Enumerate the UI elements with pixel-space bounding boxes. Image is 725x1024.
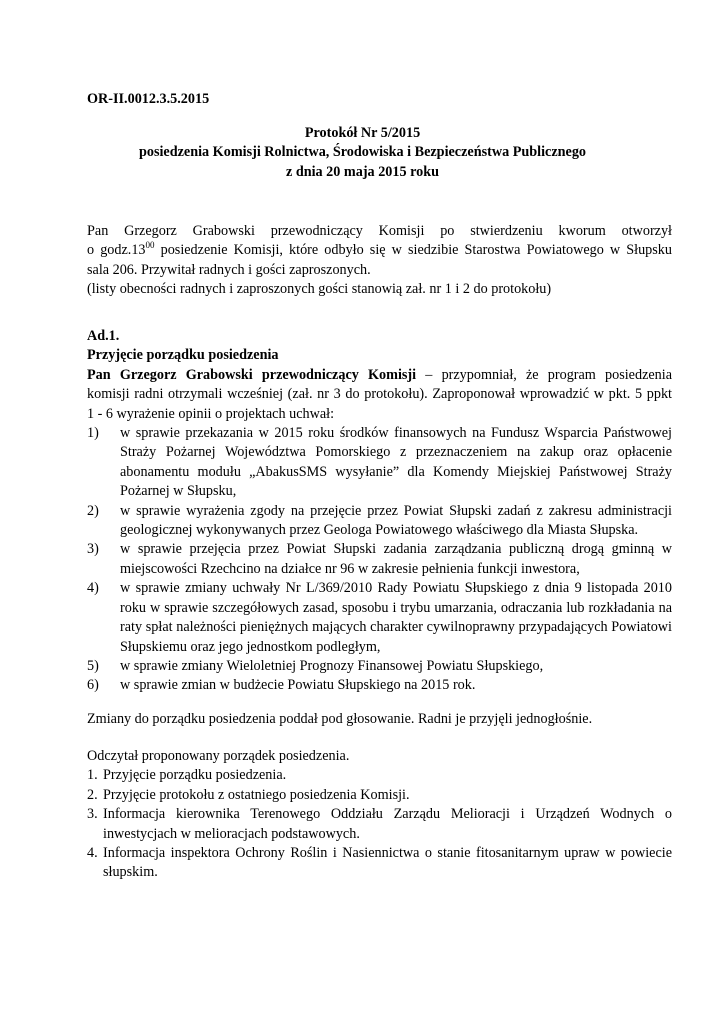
list-item: 1) w sprawie przekazania w 2015 roku środków finansowych na Fundusz Wsparcia Państwowej Straży Pożarnej Województwa Pomorskiego z przeznaczeniem na zakup oraz opłacenie abonamentu modułu „AbakusSMS wysyłanie” dla Komendy Miejskiej Państwowej Straży Pożarnej w Słupsku,	[87, 425, 672, 500]
list-item: 2) w sprawie wyrażenia zgody na przejęcie przez Powiat Słupski zadań z zakresu administracji geologicznej wykonywanych przez Geologa Powiatowego właściwego dla Miasta Słupska.	[87, 502, 672, 539]
resolution-list	[87, 424, 672, 696]
section-heading: Ad.1.	[87, 328, 120, 344]
agenda-section	[87, 747, 672, 883]
list-item: 3. Informacja kierownika Terenowego Oddziału Zarządu Melioracji i Urządzeń Wodnych o inwestycjach w melioracjach podstawowych.	[87, 806, 672, 842]
title-date: z dnia 20 maja 2015 roku	[285, 163, 440, 180]
section-ad1	[87, 327, 672, 696]
intro-line: o $godz.13^{00}$ posiedzenie Komisji, które odbyło się w siedzibie Starostwa Powiatowego w Słupsku	[87, 240, 672, 259]
agenda-intro: Odczytał proponowany porządek posiedzenia.	[87, 748, 350, 764]
agenda-list	[87, 766, 672, 882]
list-item: 5) w sprawie zmiany Wieloletniej Prognozy Finansowej Powiatu Słupskiego,	[87, 657, 544, 674]
attendance-note: (listy obecności radnych i zaproszonych gości stanowią zał. nr 1 i 2 do protokołu)	[87, 281, 552, 298]
list-item: 1. Przyjęcie porządku posiedzenia.	[87, 767, 287, 784]
intro-paragraph	[87, 222, 672, 300]
document-title	[87, 124, 638, 182]
section-subheading: Przyjęcie porządku posiedzenia	[87, 347, 279, 364]
chairman-name: Pan Grzegorz Grabowski przewodniczący Komisji	[87, 366, 417, 383]
list-item: 6) w sprawie zmian w budżecie Powiatu Słupskiego na 2015 rok.	[87, 677, 476, 694]
list-item: 2. Przyjęcie protokołu z ostatniego posiedzenia Komisji.	[87, 786, 410, 803]
list-item: 3) w sprawie przejęcia przez Powiat Słupski zadania zarządzania publiczną drogą gminną w miejscowości Rzechcino na działce nr 96 w zakresie pełnienia funkcji inwestora,	[87, 541, 672, 577]
section-text-line: komisji radni otrzymali wcześniej (zał. nr 3 do protokołu). Zaproponował wprowadzić w pkt. 5 ppkt	[87, 386, 672, 403]
list-item: 4) w sprawie zmiany uchwały Nr L/369/2010 Rady Powiatu Słupskiego z dnia 9 listopada 2010 roku w sprawie szczegółowych zasad, sposobu i trybu umarzania, odraczania lub rozkładania na raty spłat należności pieniężnych mających charakter cywilnoprawny przypadających Powiatowi Słupskiemu oraz jego jednostkom podległym,	[87, 580, 672, 655]
title-committee-name: posiedzenia Komisji Rolnictwa, Środowiska i Bezpieczeństwa Publicznego	[138, 144, 587, 161]
title-protocol-number: Protokół Nr 5/2015	[304, 125, 421, 141]
document-reference-number: OR-II.0012.3.5.2015	[87, 91, 210, 107]
changes-vote-paragraph: Zmiany do porządku posiedzenia poddał pod głosowanie. Radni je przyjęli jednogłośnie.	[87, 711, 593, 727]
section-text-line: Pan Grzegorz Grabowski przewodniczący Komisji – przypomniał, że program posiedzenia	[87, 366, 672, 383]
intro-line: Pan Grzegorz Grabowski przewodniczący Komisji po stwierdzeniu kworum otworzył	[87, 223, 672, 239]
section-text-line: 1 - 6 wyrażenie opinii o projektach uchwał:	[87, 405, 335, 422]
list-item: 4. Informacja inspektora Ochrony Roślin i Nasiennictwa o stanie fitosanitarnym upraw w powiecie słupskim.	[87, 845, 672, 881]
intro-line: sala 206. Przywitał radnych i gości zaproszonych.	[87, 261, 371, 278]
